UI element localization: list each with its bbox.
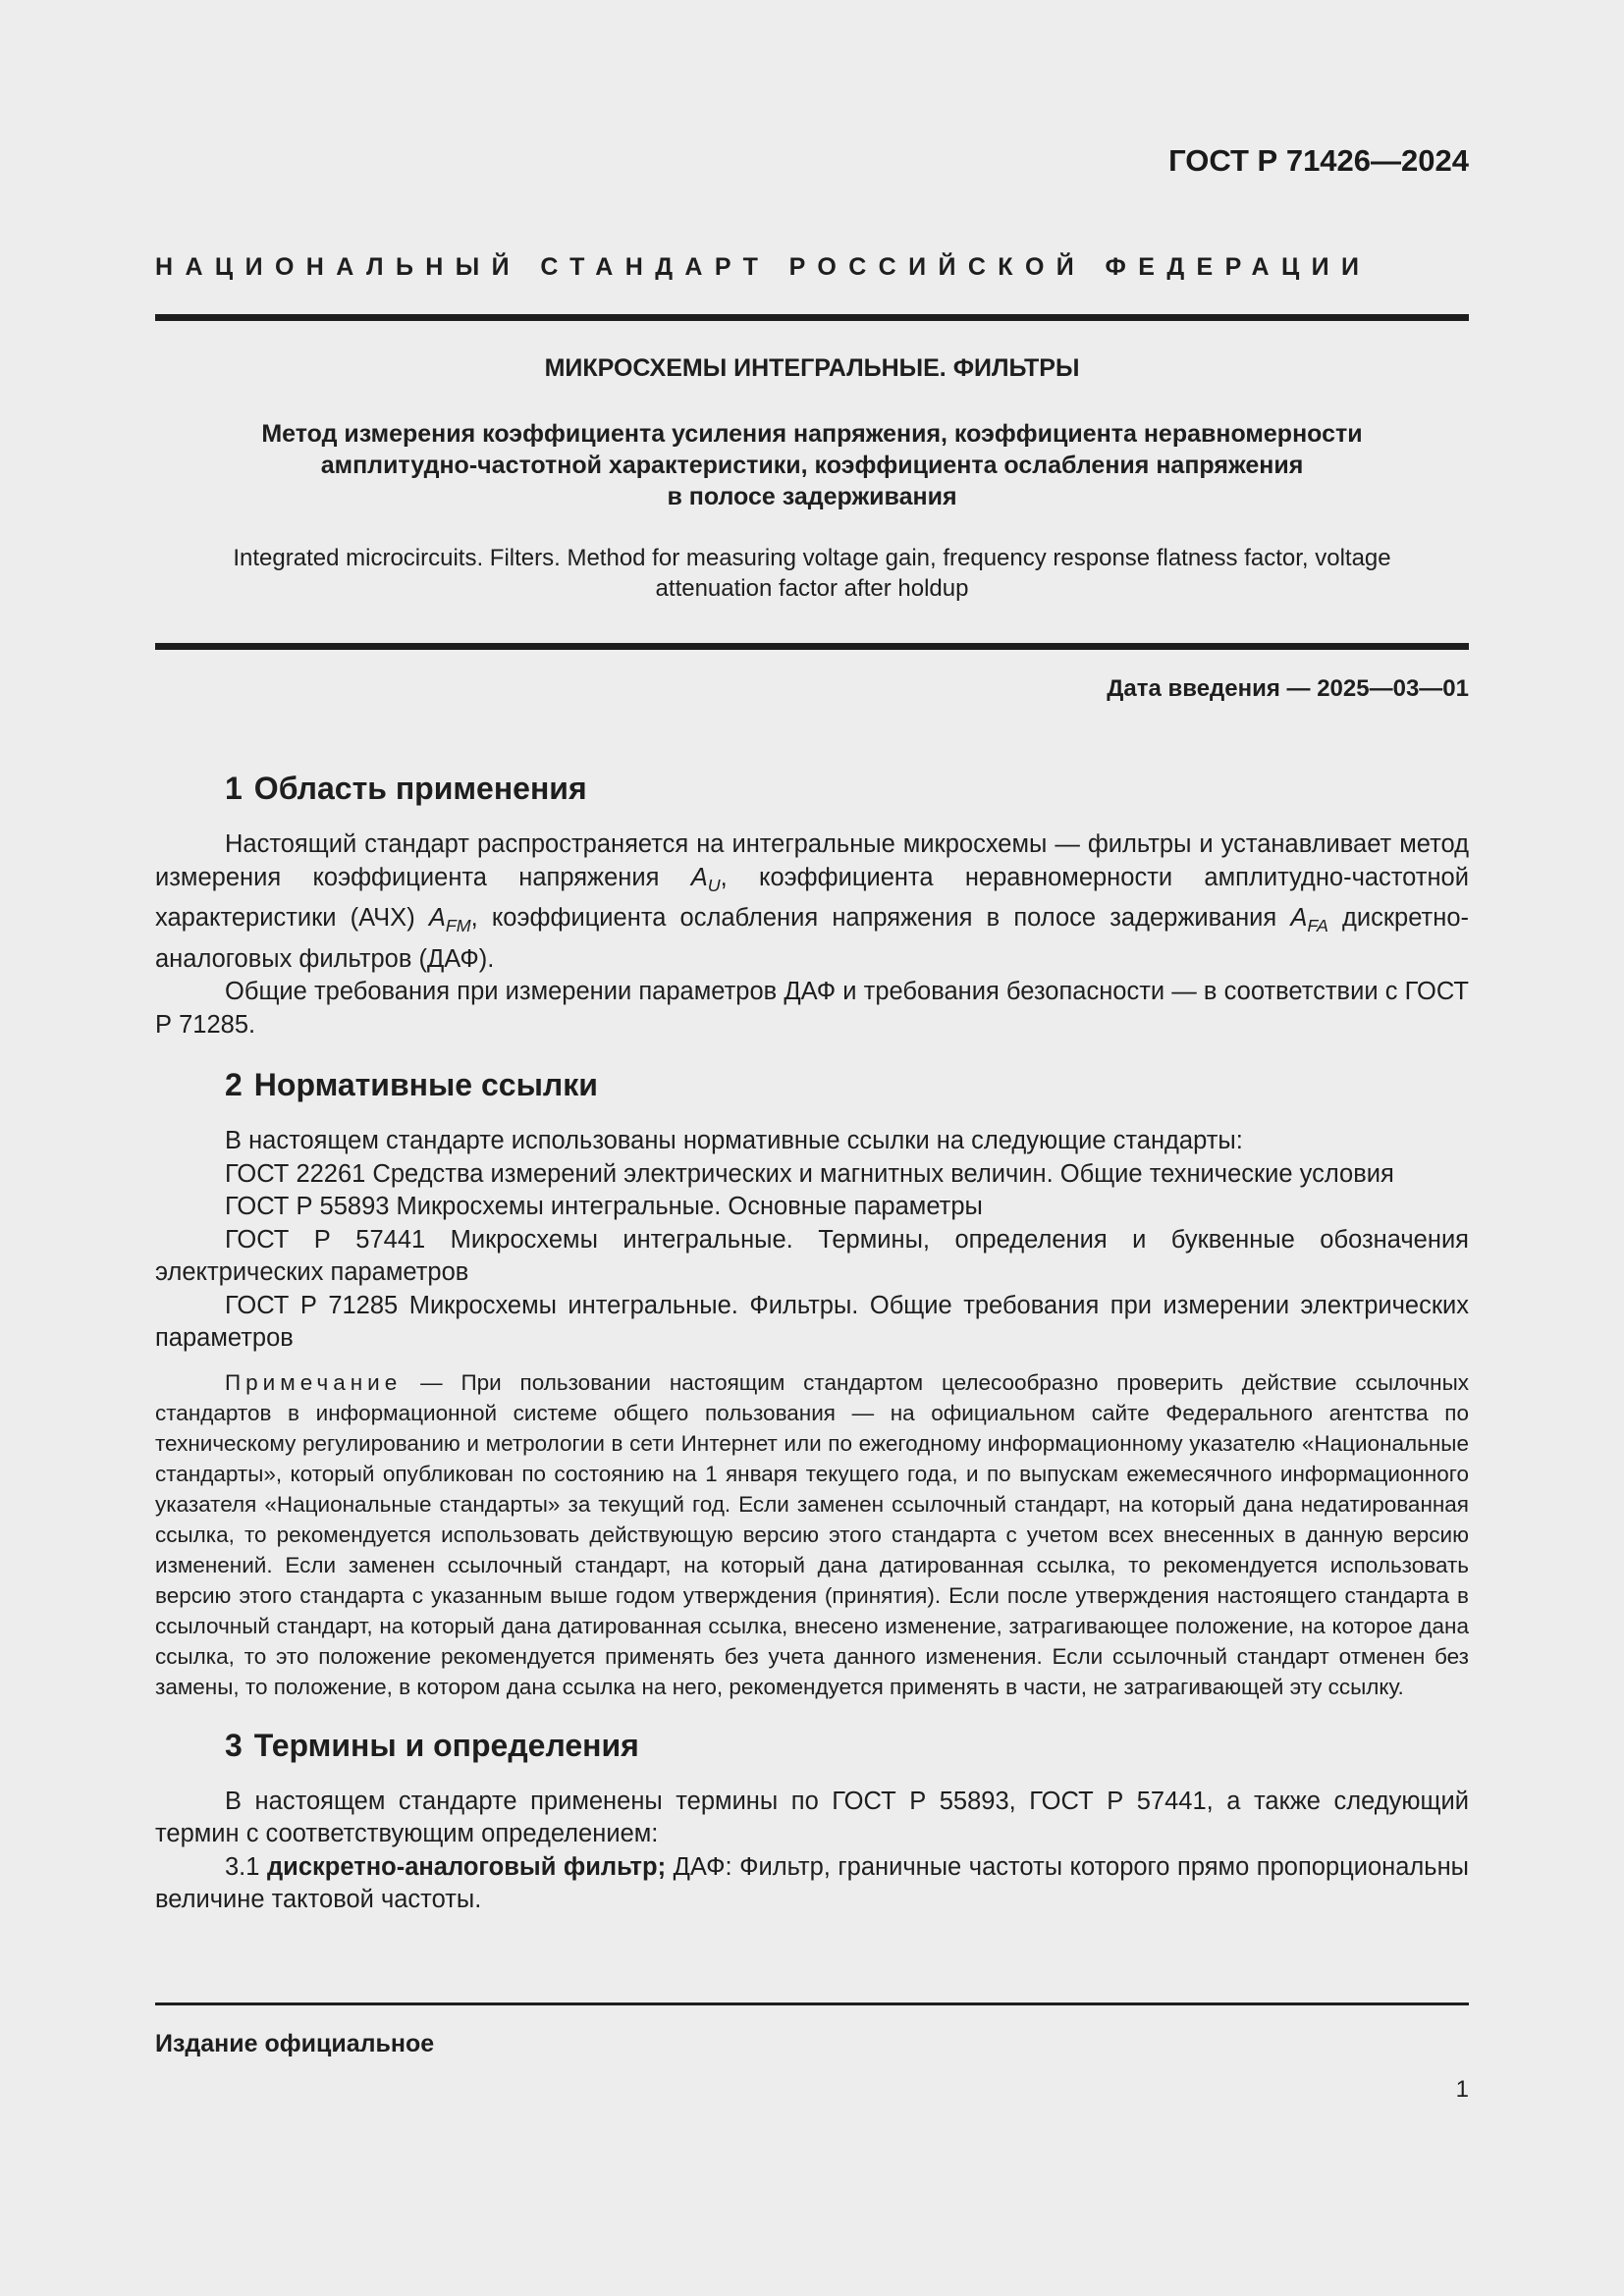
header-bottom-rule (155, 643, 1469, 650)
section-heading (225, 1728, 1469, 1764)
section-heading (225, 1067, 1469, 1103)
footer-rule (155, 2002, 1469, 2005)
introduction-date: Дата введения — 2025—03—01 (1107, 675, 1469, 702)
term-definition (155, 1851, 1469, 1917)
symbol: A (1290, 904, 1308, 933)
english-title-line: attenuation factor after holdup (655, 575, 969, 602)
page-number: 1 (1455, 2076, 1469, 2103)
text-run: Настоящий стандарт распространяется на интегральные микросхемы — фильтры и устанавливает метод измерения коэффициента напряжения (155, 830, 1469, 891)
symbol: A (428, 904, 446, 933)
national-standard-banner: НАЦИОНАЛЬНЫЙ СТАНДАРТ РОССИЙСКОЙ ФЕДЕРАЦИИ (155, 253, 1372, 281)
reference-item: ГОСТ Р 57441 Микросхемы интегральные. Термины, определения и буквенные обозначения электрических параметров (155, 1225, 1469, 1287)
subscript: FM (445, 916, 471, 936)
paragraph: В настоящем стандарте использованы нормативные ссылки на следующие стандарты: (225, 1127, 1243, 1155)
subtitle-line: Метод измерения коэффициента усиления напряжения, коэффициента неравномерности (261, 420, 1363, 448)
note-label: Примечание (225, 1369, 403, 1395)
section-heading (225, 771, 1469, 807)
subscript: FA (1307, 916, 1328, 936)
symbol: A (690, 863, 708, 891)
document-page (155, 0, 1469, 2296)
reference-item: ГОСТ Р 55893 Микросхемы интегральные. Основные параметры (225, 1193, 983, 1221)
section-title: Термины и определения (253, 1727, 639, 1763)
subtitle-line: в полосе задерживания (667, 483, 957, 510)
text-run: , коэффициента ослабления напряжения в полосе задерживания (470, 904, 1291, 933)
term-number: 3.1 (225, 1852, 260, 1881)
section-number: 2 (225, 1067, 243, 1103)
document-title: МИКРОСХЕМЫ ИНТЕГРАЛЬНЫЕ. ФИЛЬТРЫ (544, 354, 1080, 382)
section-number: 3 (225, 1727, 243, 1763)
english-title (155, 543, 1469, 604)
subtitle-line: амплитудно-частотной характеристики, коэффициента ослабления напряжения (320, 452, 1304, 479)
document-body (155, 771, 1469, 1917)
english-title-line: Integrated microcircuits. Filters. Method for measuring voltage gain, frequency response flatness factor, voltage (233, 545, 1391, 571)
text-run: , коэффициента неравномерности амплитудно-частотной характеристики (АЧХ) (155, 863, 1469, 933)
header-top-rule (155, 314, 1469, 321)
paragraph: Общие требования при измерении параметров ДАФ и требования безопасности — в соответствии с ГОСТ Р 71285. (155, 978, 1469, 1039)
term: дискретно-аналоговый фильтр; (267, 1852, 667, 1881)
reference-item: ГОСТ 22261 Средства измерений электрических и магнитных величин. Общие технические условия (225, 1159, 1394, 1188)
text-run: дискретно-аналоговых фильтров (ДАФ). (155, 904, 1469, 973)
note-text: — При пользовании настоящим стандартом целесообразно проверить действие ссылочных стандартов в информационной системе общего пользования — на официальном сайте Федерального агентства по техническому регулированию и метрологии в сети Интернет или по ежегодному информационному указателю «Национальные стандарты», который опубликован по состоянию на 1 января текущего года, и по выпускам ежемесячного информационного указателя «Национальные стандарты» за текущий год. Если заменен ссылочный стандарт, на который дана недатированная ссылка, то рекомендуется использовать действующую версию этого стандарта с учетом всех внесенных в данную версию изменений. Если заменен ссылочный стандарт, на который дана датированная ссылка, то рекомендуется использовать версию этого стандарта с указанным выше годом утверждения (принятия). Если после утверждения настоящего стандарта в ссылочный стандарт, на который дана датированная ссылка, внесено изменение, затрагивающее положение, на которое дана ссылка, то это положение рекомендуется применять без учета данного изменения. Если ссылочный стандарт отменен без замены, то положение, в котором дана ссылка на него, рекомендуется применять в части, не затрагивающей эту ссылку. (155, 1369, 1469, 1699)
reference-item: ГОСТ Р 71285 Микросхемы интегральные. Фильтры. Общие требования при измерении электрических параметров (155, 1291, 1469, 1353)
term-definition-text: ДАФ: Фильтр, граничные частоты которого прямо пропорциональны величине тактовой частоты. (155, 1852, 1469, 1914)
paragraph (155, 828, 1469, 976)
section-title: Область применения (253, 771, 587, 806)
document-subtitle (155, 418, 1469, 512)
note (155, 1367, 1469, 1702)
paragraph: В настоящем стандарте применены термины по ГОСТ Р 55893, ГОСТ Р 57441, а также следующий термин с соответствующим определением: (155, 1787, 1469, 1848)
section-title: Нормативные ссылки (253, 1067, 598, 1103)
edition-label: Издание официальное (155, 2030, 435, 2057)
section-number: 1 (225, 771, 243, 806)
subscript: U (707, 875, 721, 895)
standard-code: ГОСТ Р 71426—2024 (1168, 143, 1469, 178)
